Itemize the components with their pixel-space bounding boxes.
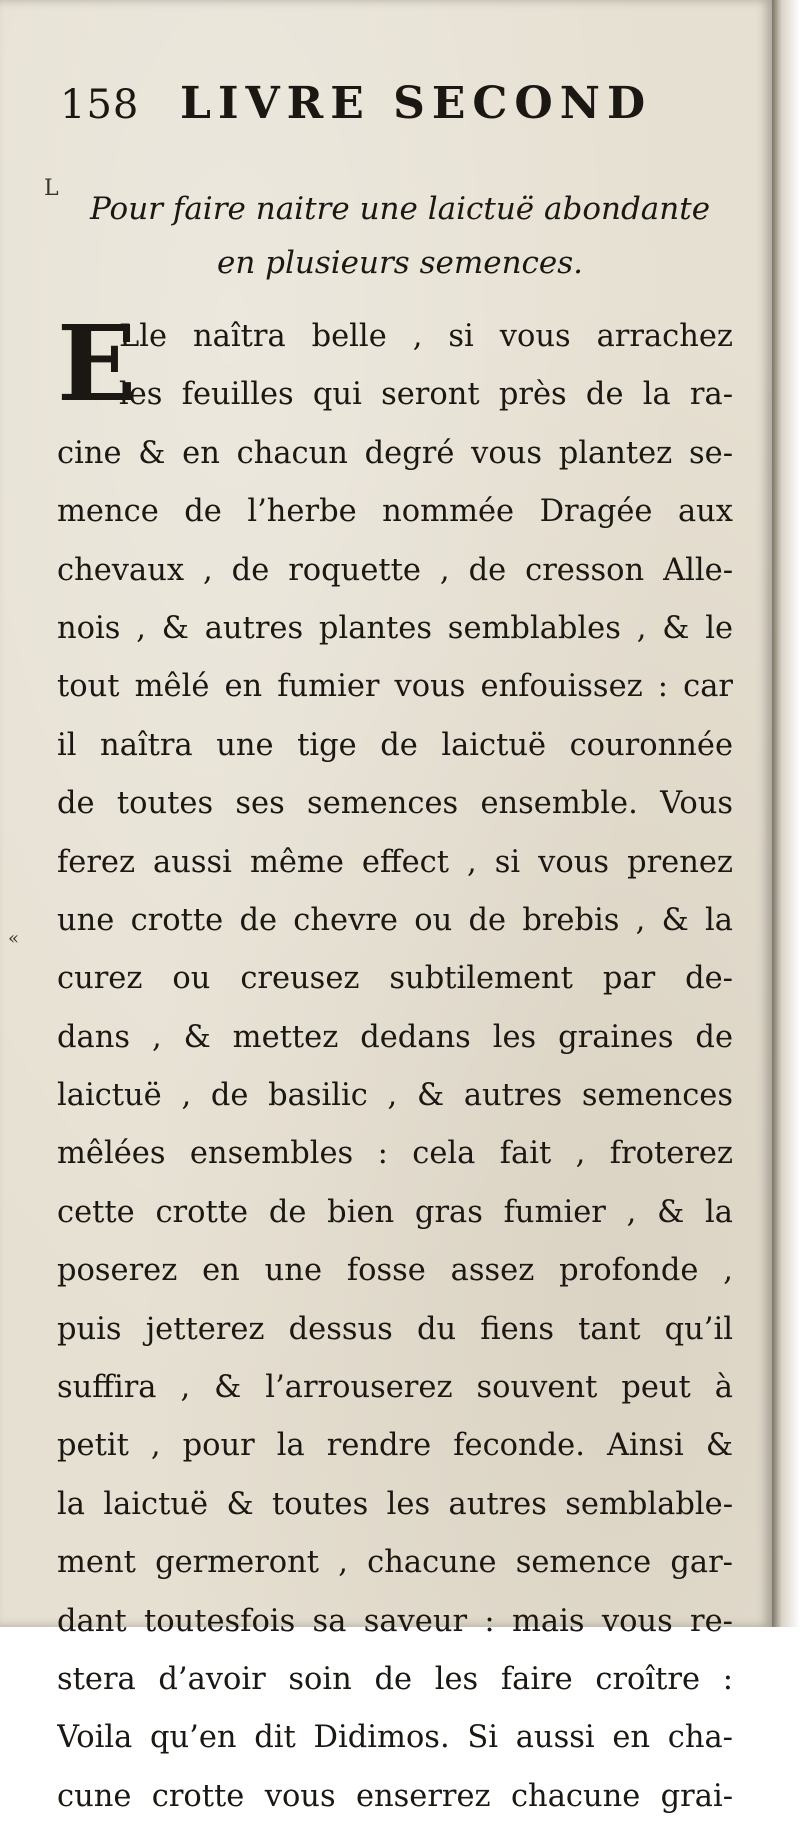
text-line: cune crotte vous enserrez chacune grai- (57, 1778, 733, 1814)
text-line: stera d’avoir soin de les faire croître : (57, 1661, 733, 1697)
text-line: poserez en une fosse assez profonde , (57, 1253, 733, 1289)
text-line: il naîtra une tige de laictuë couronnée (57, 727, 733, 763)
text-line: laictuë , de basilic , & autres semences (57, 1078, 733, 1114)
text-line: ferez aussi même effect , si vous prenez (57, 844, 733, 880)
margin-note: L (44, 176, 59, 201)
running-title: LIVRE SECOND (180, 78, 653, 129)
drop-cap: E (57, 302, 137, 425)
text-line: Lle naîtra belle , si vous arrachez (119, 319, 733, 354)
text-line: mence de l’herbe nommée Dragée aux (57, 494, 733, 530)
text-line: dans , & mettez dedans les graines de (57, 1019, 733, 1055)
text-line: petit , pour la rendre feconde. Ainsi & (57, 1428, 733, 1464)
text-line: une crotte de chevre ou de brebis , & la (57, 902, 733, 938)
text-line: mêlées ensembles : cela fait , froterez (57, 1136, 733, 1172)
text-line: ment germeront , chacune semence gar- (57, 1545, 733, 1581)
text-line: chevaux , de roquette , de cresson Alle- (57, 552, 733, 588)
text-line: nois , & autres plantes semblables , & le (57, 610, 733, 646)
text-line: la laictuë & toutes les autres semblable- (57, 1486, 733, 1522)
text-line: curez ou creusez subtilement par de- (57, 961, 733, 997)
text-line: cine & en chacun degré vous plantez se- (57, 435, 733, 471)
page-edge (772, 0, 800, 1627)
section-heading-line-1: Pour faire naitre une laictuë abondante (89, 191, 711, 227)
page-header (60, 78, 652, 128)
text-line: suffira , & l’arrouserez souvent peut à (57, 1370, 733, 1406)
text-line: tout mêlé en fumier vous enfouissez : car (57, 669, 733, 705)
text-line: puis jetterez dessus du fiens tant qu’il (57, 1311, 733, 1347)
body-text (57, 302, 733, 1826)
text-line: les feuilles qui seront près de la ra- (119, 377, 733, 413)
text-line: cette crotte de bien gras fumier , & la (57, 1194, 733, 1230)
section-heading (60, 182, 740, 290)
text-line: dant toutesfois sa saveur : mais vous re- (57, 1603, 733, 1639)
page-number: 158 (60, 82, 140, 128)
text-line: Voila qu’en dit Didimos. Si aussi en cha- (57, 1720, 733, 1756)
section-heading-line-2: en plusieurs semences. (216, 245, 584, 281)
text-line: de toutes ses semences ensemble. Vous (57, 786, 733, 822)
margin-mark: « (8, 928, 20, 949)
